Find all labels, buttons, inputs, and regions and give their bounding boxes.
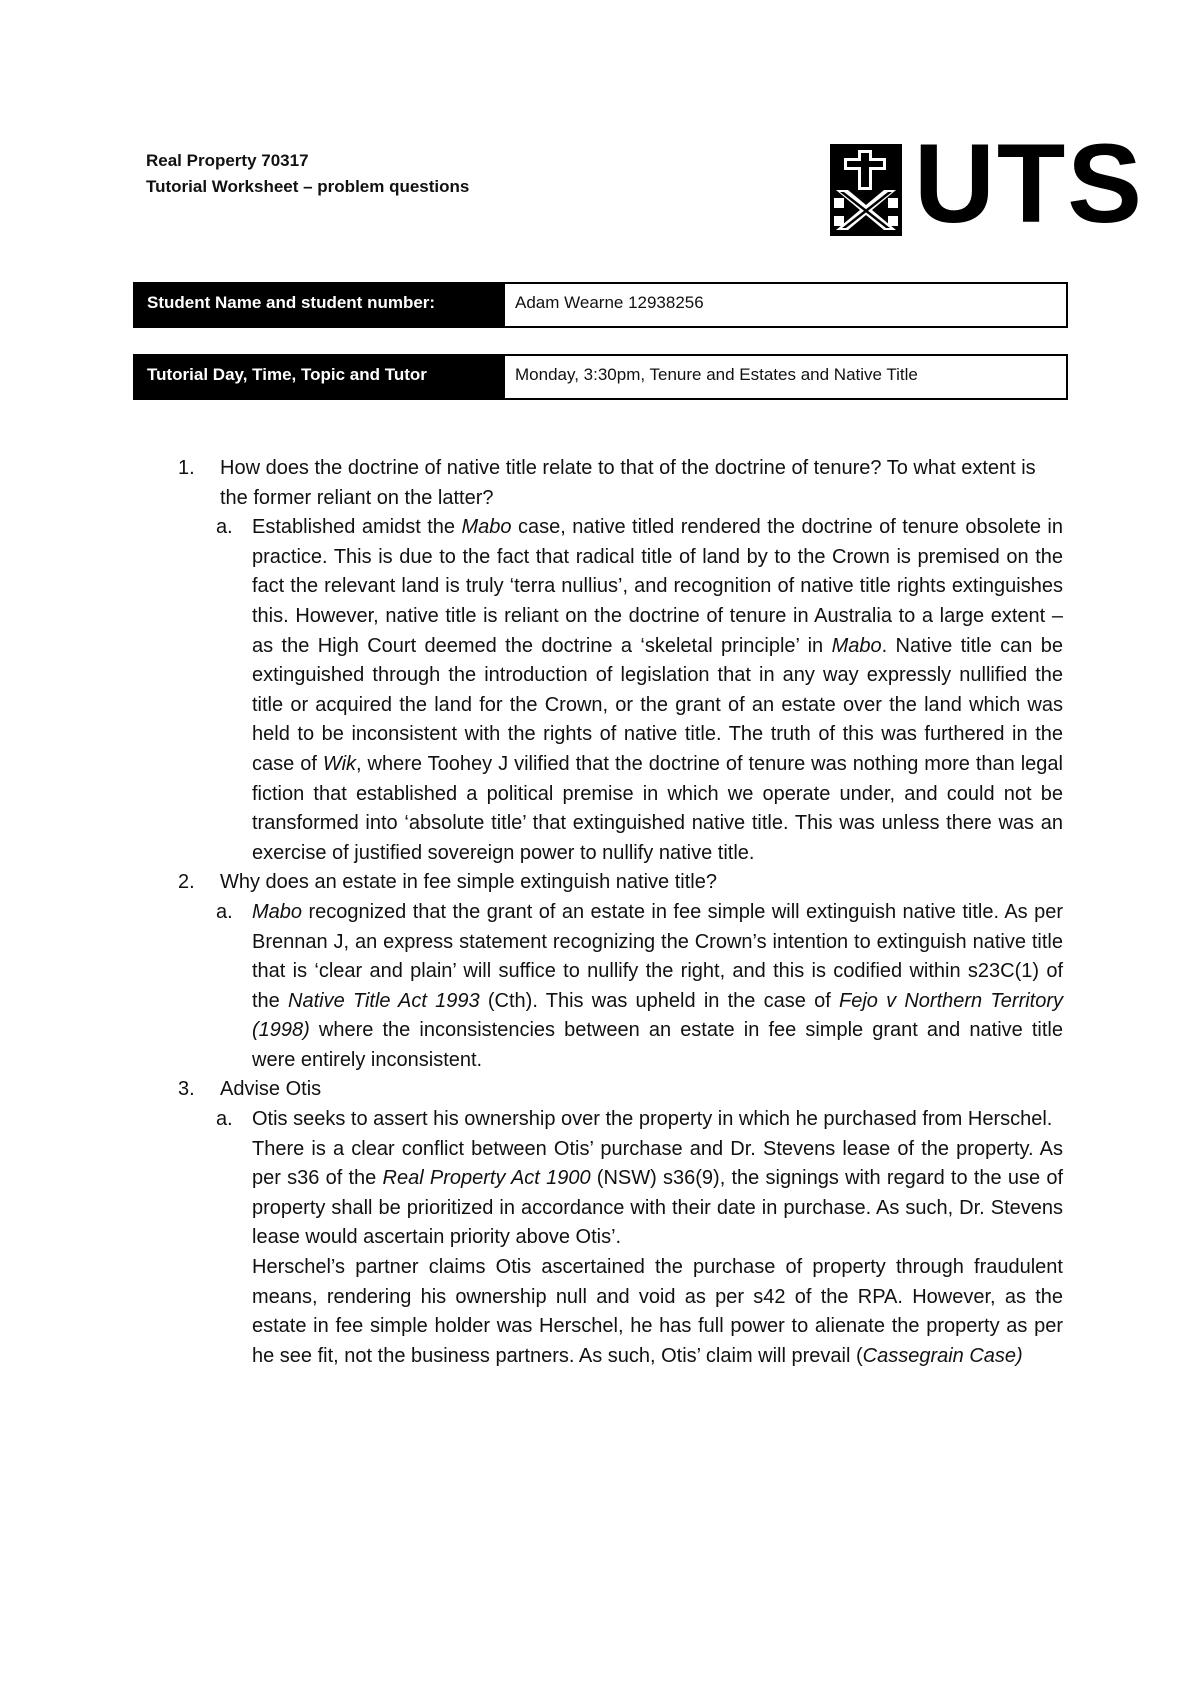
case-name: Mabo [252, 900, 303, 923]
question-1 [178, 454, 1063, 513]
case-name: Cassegrain Case) [862, 1344, 1023, 1367]
answer-paragraph: Established amidst the Mabo case, native titled rendered the doctrine of tenure obsolete in practice. This is due to the fact that radical title of land by to the Crown is premised on the fact the relevant land is truly ‘terra nullius’, and recognition of native title rights extinguishes this. However, native title is reliant on the doctrine of tenure in Australia to a large extent – as the High Court deemed the doctrine a ‘skeletal principle’ in Mabo. Native title can be extinguished through the introduction of legislation that in any way expressly nullified the title or acquired the land for the Crown, or the grant of an estate over the land which was held to be inconsistent with the rights of native title. The truth of this was furthered in the case of Wik, where Toohey J vilified that the doctrine of tenure was nothing more than legal fiction that established a political premise in which we operate under, and could not be transformed into ‘absolute title’ that extinguished native title. This was unless there was an exercise of justified sovereign power to nullify native title. [252, 516, 1063, 864]
question-text: How does the doctrine of native title relate to that of the doctrine of tenure? To what extent is the former reliant on the latter? [220, 457, 1036, 509]
student-name-value: Adam Wearne 12938256 [503, 282, 1068, 328]
answer-letter: a. [216, 900, 233, 923]
case-name: Mabo [831, 634, 882, 657]
question-3 [178, 1075, 1063, 1105]
student-name-row [133, 282, 1068, 328]
answer-3a [178, 1105, 1063, 1371]
student-name-label: Student Name and student number: [133, 282, 503, 328]
answer-paragraph: There is a clear conflict between Otis’ purchase and Dr. Stevens lease of the property. As per s36 of the Real Property Act 1900 (NSW) s36(9), the signings with regard to the use of property shall be prioritized in accordance with their date in purchase. As such, Dr. Stevens lease would ascertain priority above Otis’. [252, 1137, 1063, 1249]
answer-paragraph: Otis seeks to assert his ownership over the property in which he purchased from Herschel. [252, 1108, 1053, 1131]
question-2 [178, 868, 1063, 898]
question-number: 3. [178, 1078, 195, 1101]
question-number: 1. [178, 457, 195, 479]
tutorial-info-value: Monday, 3:30pm, Tenure and Estates and Native Title [503, 354, 1068, 400]
tutorial-info-label: Tutorial Day, Time, Topic and Tutor [133, 354, 503, 400]
answer-paragraph: Herschel’s partner claims Otis ascertained the purchase of property through fraudulent means, rendering his ownership null and void as per s42 of the RPA. However, as the estate in fee simple holder was Herschel, he has full power to alienate the property as per he see fit, not the business partners. As such, Otis’ claim will prevail (Cassegrain Case) [252, 1256, 1063, 1367]
answer-1a [178, 513, 1063, 868]
question-text: Why does an estate in fee simple extinguish native title? [220, 871, 717, 894]
course-title: Real Property 70317 [146, 151, 309, 170]
answer-letter: a. [216, 1108, 233, 1131]
uts-logo [828, 121, 1144, 246]
act-name: Real Property Act 1900 [382, 1167, 591, 1190]
answer-letter: a. [216, 516, 233, 539]
worksheet-title: Tutorial Worksheet – problem questions [146, 177, 470, 196]
uts-crest-icon [828, 142, 904, 238]
case-name: Fejo v Northern Territory (1998) [252, 989, 1064, 1042]
case-name: Mabo [461, 516, 512, 539]
question-text: Advise Otis [220, 1078, 322, 1101]
answer-2a [178, 898, 1063, 1076]
uts-wordmark: UTS [914, 121, 1144, 246]
question-number: 2. [178, 871, 195, 894]
case-name: Wik [322, 752, 357, 775]
act-name: Native Title Act 1993 [288, 989, 480, 1012]
document-header [146, 148, 469, 200]
answer-paragraph: Mabo recognized that the grant of an estate in fee simple will extinguish native title. As per Brennan J, an express statement recognizing the Crown’s intention to extinguish native title that is ‘clear and plain’ will suffice to nullify the right, and this is codified within s23C(1) of the Native Title Act 1993 (Cth). This was upheld in the case of Fejo v Northern Territory (1998) where the inconsistencies between an estate in fee simple grant and native title were entirely inconsistent. [252, 900, 1064, 1071]
questions-list [178, 454, 1063, 1371]
tutorial-info-row [133, 354, 1068, 400]
